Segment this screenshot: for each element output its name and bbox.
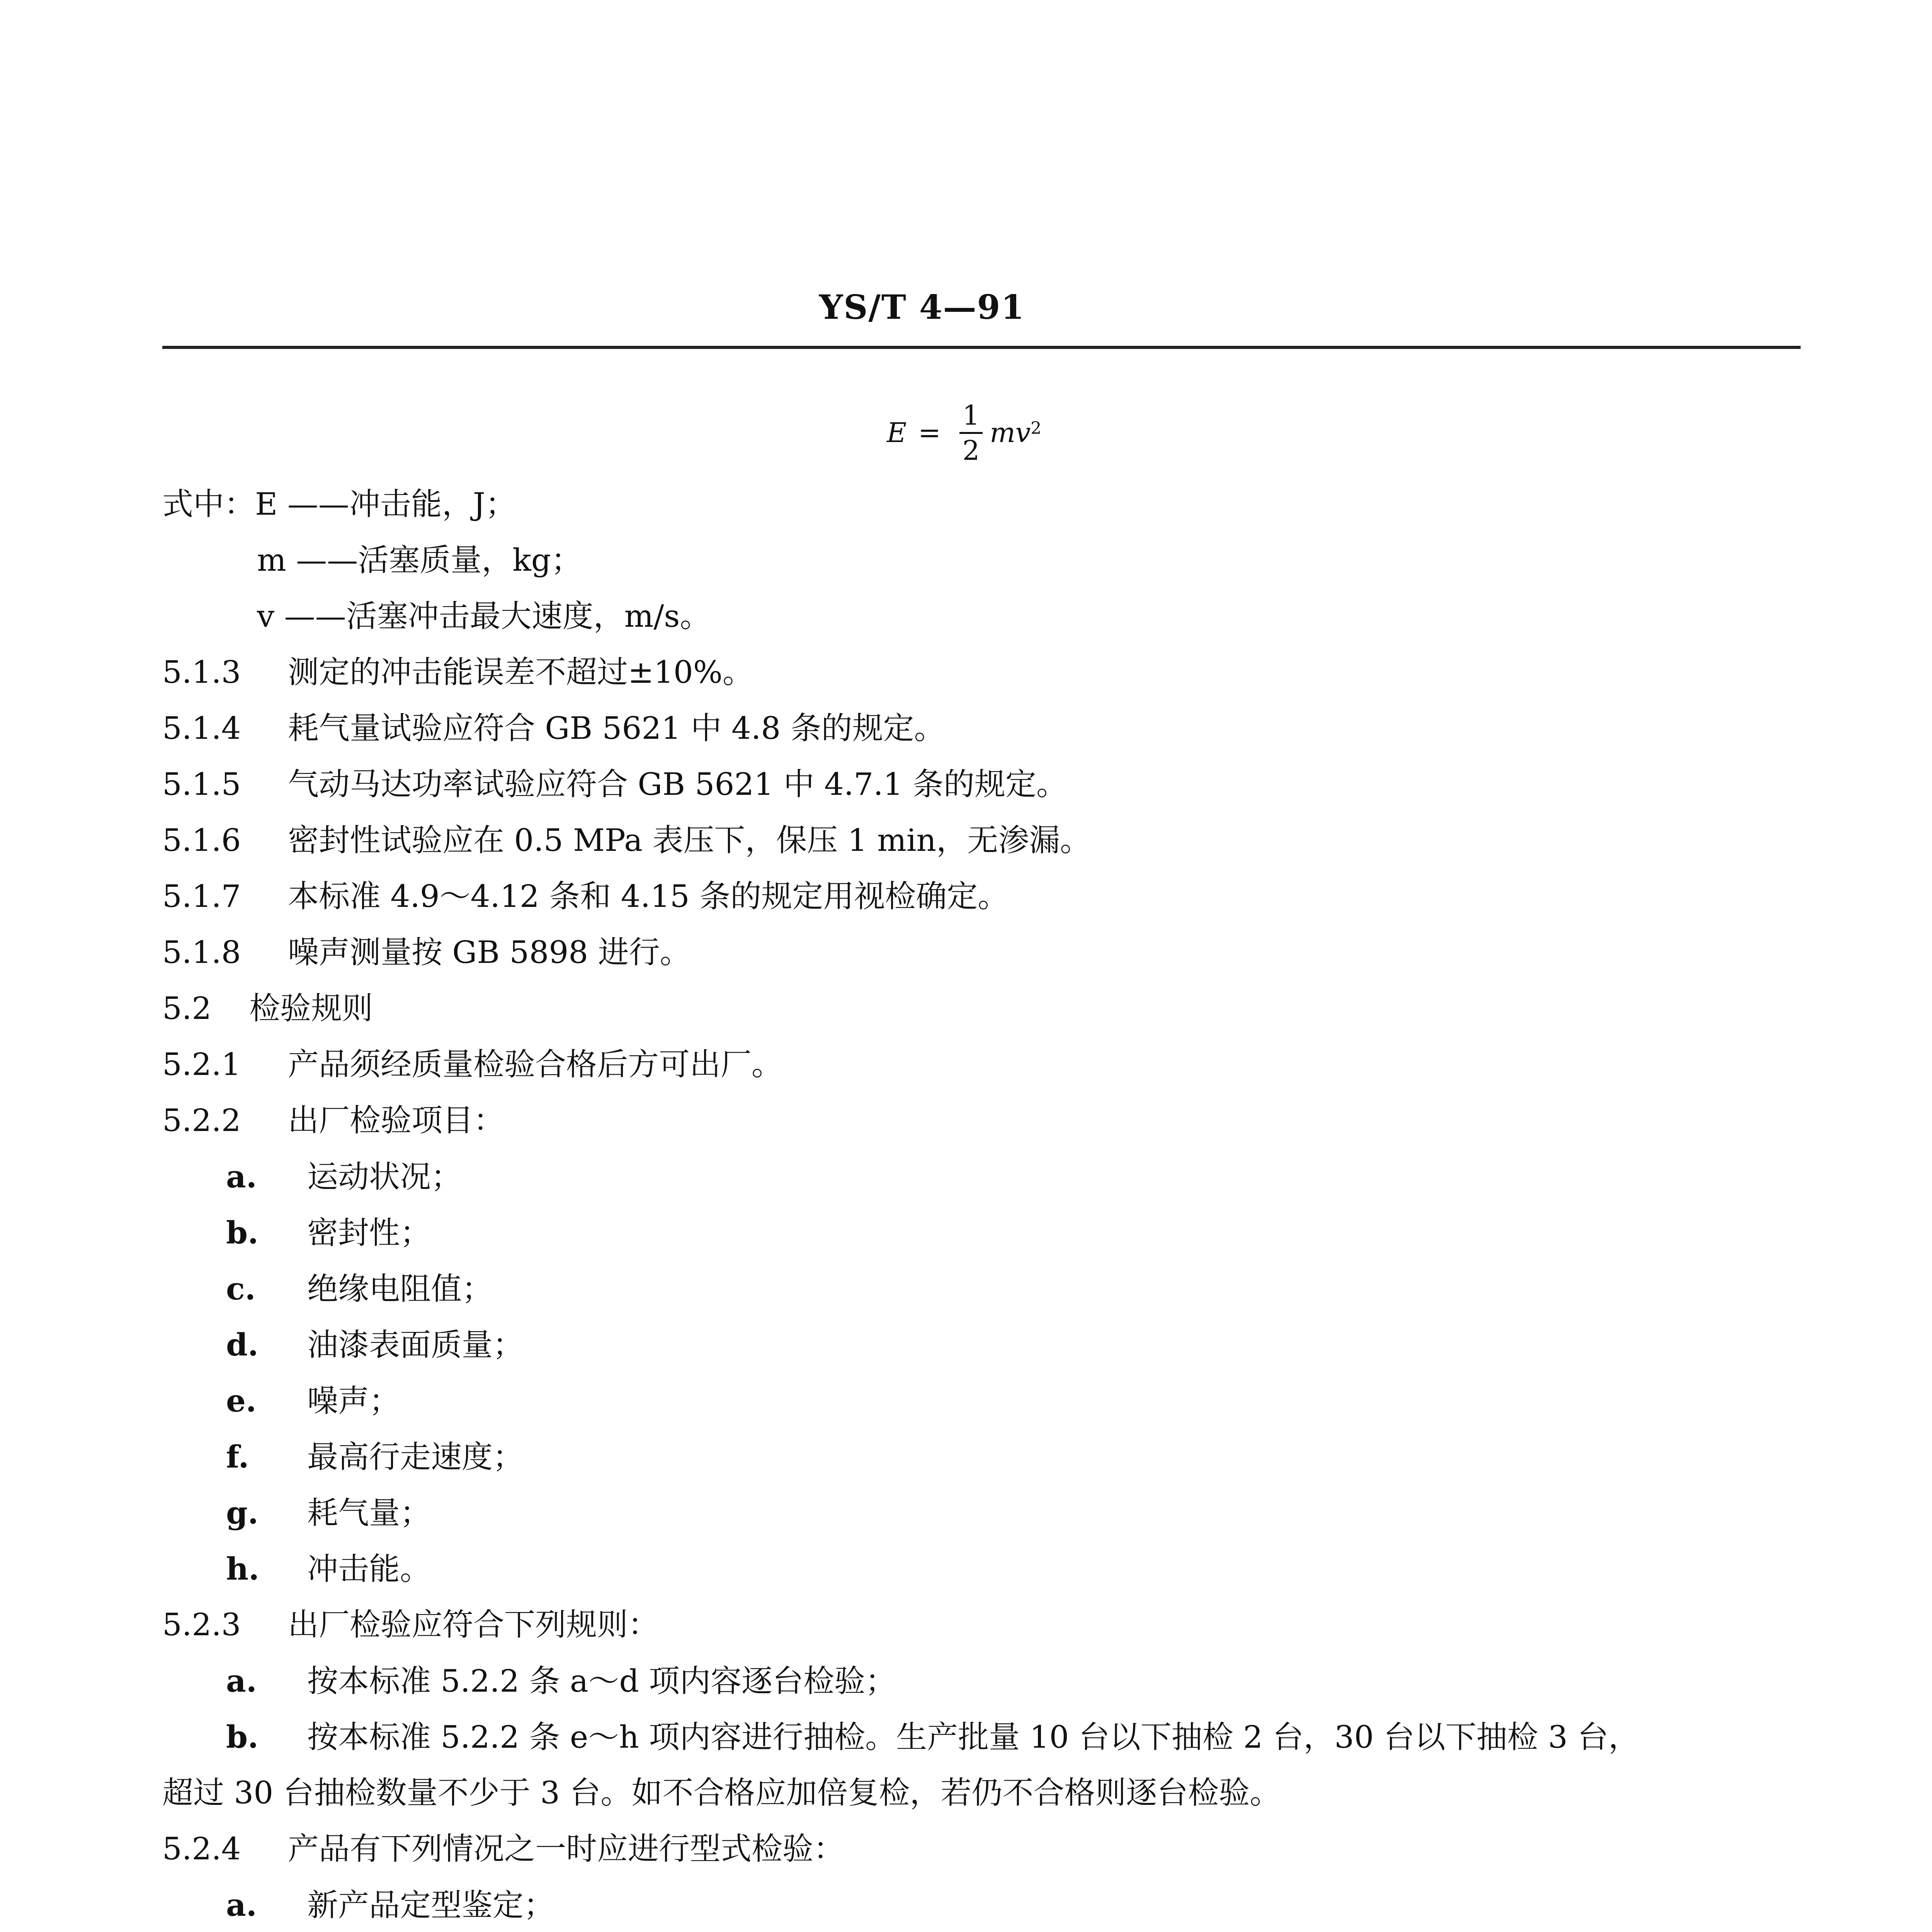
list-item-continuation: 超过 30 台抽检数量不少于 3 台。如不合格应加倍复检，若仍不合格则逐台检验。	[162, 1775, 1281, 1811]
list-item	[226, 1889, 554, 1921]
item-marker: h.	[226, 1551, 260, 1587]
item-text: 按本标准 5.2.2 条 e～h 项内容进行抽检。生产批量 10 台以下抽检 2 台，30 台以下抽检 3 台，	[307, 1719, 1639, 1755]
clause-number: 5.2.3	[162, 1607, 241, 1643]
item-marker: a.	[226, 1887, 257, 1923]
formula-fraction	[959, 399, 983, 466]
clause-5-2-3	[162, 1607, 659, 1643]
item-text: 绝缘电阻值；	[307, 1271, 493, 1307]
item-text: 按本标准 5.2.2 条 a～d 项内容逐台检验；	[307, 1663, 896, 1699]
clause-5-2-2	[162, 1102, 504, 1138]
clause-5-1-8	[162, 934, 691, 970]
clause-number: 5.1.3	[162, 654, 241, 690]
clause-text: 本标准 4.9～4.12 条和 4.15 条的规定用视检确定。	[288, 878, 1009, 914]
list-item	[226, 1270, 493, 1307]
list-item	[226, 1385, 400, 1417]
item-text: 运动状况；	[307, 1159, 462, 1195]
list-item	[226, 1158, 462, 1195]
definitions-prefix: 式中：	[162, 486, 255, 522]
item-text: 油漆表面质量；	[307, 1327, 524, 1363]
clause-text: 测定的冲击能误差不超过±10%。	[288, 654, 753, 690]
item-marker: d.	[226, 1327, 259, 1363]
list-item	[226, 1441, 524, 1473]
clause-text: 出厂检验应符合下列规则：	[288, 1607, 659, 1643]
clause-number: 5.1.7	[162, 878, 241, 914]
formula-rhs: mv	[990, 417, 1031, 449]
list-item	[226, 1553, 431, 1585]
item-text: 新产品定型鉴定；	[307, 1887, 554, 1923]
clause-text: 噪声测量按 GB 5898 进行。	[288, 934, 691, 970]
item-marker: g.	[226, 1495, 259, 1531]
clause-5-1-3	[162, 654, 753, 690]
clause-5-1-4	[162, 710, 945, 746]
item-text: 噪声；	[307, 1383, 400, 1419]
item-marker: a.	[226, 1158, 257, 1195]
formula-equals: =	[918, 417, 941, 449]
clause-5-2-4	[162, 1831, 844, 1867]
clause-5-1-5	[162, 766, 1067, 802]
formula-exponent: 2	[1031, 418, 1042, 438]
item-marker: f.	[226, 1439, 249, 1475]
list-item	[226, 1721, 1639, 1753]
item-marker: c.	[226, 1270, 256, 1307]
item-marker: b.	[226, 1214, 259, 1251]
clause-number: 5.2.1	[162, 1046, 241, 1082]
clause-5-1-7	[162, 878, 1009, 914]
clause-number: 5.1.4	[162, 710, 241, 746]
clause-number: 5.1.8	[162, 934, 241, 970]
list-item	[226, 1329, 524, 1361]
item-marker: b.	[226, 1719, 259, 1755]
clause-text: 产品有下列情况之一时应进行型式检验：	[288, 1831, 844, 1867]
list-item	[226, 1497, 431, 1529]
formula-lhs: E	[887, 417, 907, 449]
clause-text: 产品须经质量检验合格后方可出厂。	[288, 1046, 782, 1082]
clause-5-2	[162, 990, 373, 1026]
clause-text: 耗气量试验应符合 GB 5621 中 4.8 条的规定。	[288, 710, 945, 746]
clause-5-1-6	[162, 822, 1091, 858]
clause-number: 5.2.4	[162, 1831, 241, 1867]
clause-text: 出厂检验项目：	[288, 1102, 504, 1138]
definition-item: v ——活塞冲击最大速度，m/s。	[257, 598, 711, 634]
clause-text: 气动马达功率试验应符合 GB 5621 中 4.7.1 条的规定。	[288, 766, 1067, 802]
clause-number: 5.1.6	[162, 822, 241, 858]
item-text: 最高行走速度；	[307, 1439, 524, 1475]
clause-text: 密封性试验应在 0.5 MPa 表压下，保压 1 min，无渗漏。	[288, 822, 1091, 858]
clause-text: 检验规则	[249, 990, 373, 1026]
item-marker: e.	[226, 1383, 257, 1419]
item-marker: a.	[226, 1663, 257, 1699]
clause-number: 5.1.5	[162, 766, 241, 802]
standard-code: YS/T 4—91	[819, 288, 1025, 327]
clause-number: 5.2.2	[162, 1102, 241, 1138]
definitions-label	[162, 486, 516, 522]
fraction-numerator: 1	[959, 402, 983, 434]
clause-number: 5.2	[162, 990, 212, 1026]
fraction-denominator: 2	[962, 434, 980, 466]
list-item	[226, 1214, 431, 1251]
clause-5-2-1	[162, 1046, 782, 1082]
header-divider	[162, 346, 1801, 349]
definition-item: m ——活塞质量，kg；	[257, 542, 582, 578]
item-text: 冲击能。	[307, 1551, 431, 1587]
item-text: 耗气量；	[307, 1495, 431, 1531]
impact-energy-formula	[887, 388, 1041, 477]
list-item	[226, 1665, 896, 1697]
definition-item: E ——冲击能，J；	[255, 486, 516, 522]
item-text: 密封性；	[307, 1215, 431, 1251]
